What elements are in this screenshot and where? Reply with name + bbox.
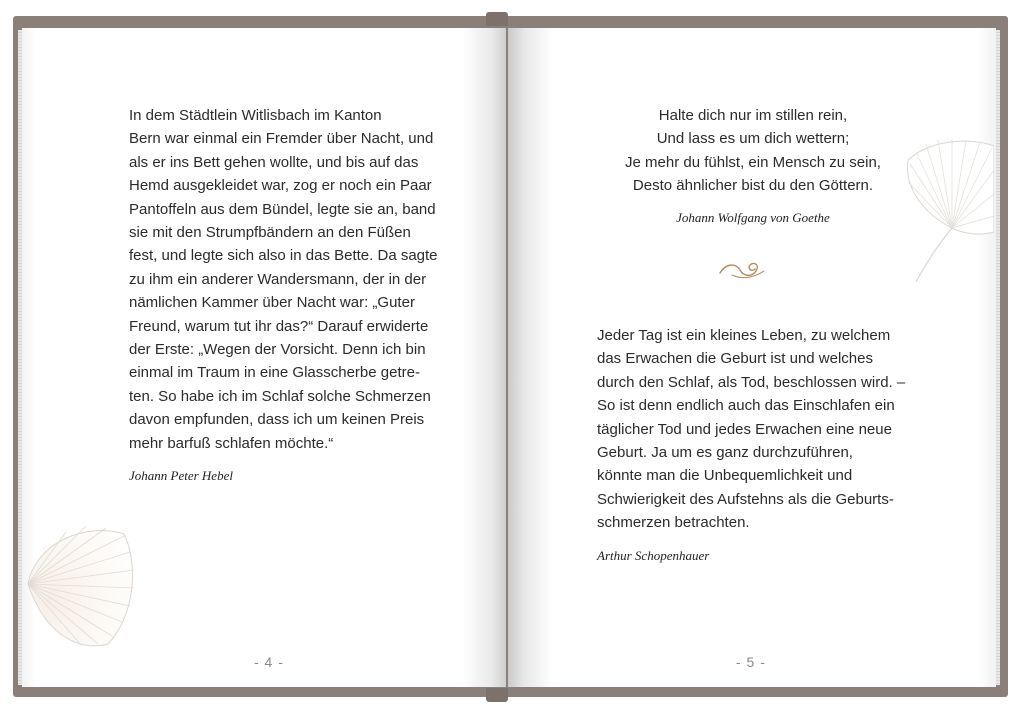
text-line: zu ihm ein anderer Wandersmann, der in der [129, 270, 427, 288]
book-spine-bottom [486, 688, 508, 702]
swirl-ornament-icon [718, 259, 768, 281]
schopenhauer-author: Arthur Schopenhauer [597, 548, 710, 563]
text-line: Freund, warum tut ihr das?“ Darauf erwiderte [129, 317, 429, 335]
schopenhauer-paragraph [597, 324, 905, 535]
right-page [508, 28, 996, 687]
text-line: ten. So habe ich im Schlaf solche Schmerzen [129, 387, 431, 405]
hebel-author: Johann Peter Hebel [129, 468, 233, 483]
page-number-left: - 4 - [254, 654, 284, 670]
text-line: Geburt. Ja um es ganz durchzuführen, [597, 444, 853, 462]
text-line: einmal im Traum in eine Glasscherbe getre- [129, 364, 420, 382]
text-line: das Erwachen die Geburt ist und welches [597, 350, 873, 368]
text-line: könnte man die Unbequemlichkeit und [597, 467, 853, 485]
text-line: Schwierigkeit des Aufstehns als die Geburts- [597, 490, 894, 508]
poem-line: Halte dich nur im stillen rein, [658, 107, 848, 124]
ginkgo-leaf-icon [26, 522, 138, 650]
text-line: als er ins Bett gehen wollte, und bis auf das [129, 153, 419, 171]
poem-line: Je mehr du fühlst, ein Mensch zu sein, [625, 153, 881, 171]
goethe-poem [588, 104, 918, 198]
text-line: schmerzen betrachten. [597, 514, 750, 532]
text-line: nämlichen Kammer über Nacht war: „Guter [129, 294, 415, 312]
page-edges-right [996, 30, 1000, 685]
text-line: der Erste: „Wegen der Vorsicht. Denn ich bin [129, 341, 426, 359]
text-line: Jeder Tag ist ein kleines Leben, zu welchem [597, 327, 891, 344]
text-line: So ist denn endlich auch das Einschlafen ein [597, 397, 895, 415]
text-line: Bern war einmal ein Fremder über Nacht, und [129, 130, 434, 148]
text-line: fest, und legte sich also in das Bette. Da sagte [129, 247, 438, 265]
text-line: Pantoffeln aus dem Bündel, legte sie an, band [129, 200, 436, 218]
book-spine-top [486, 12, 508, 26]
text-line: Hemd ausgekleidet war, zog er noch ein Paar [129, 177, 432, 195]
hebel-paragraph [129, 104, 438, 455]
poem-line: Und lass es um dich wettern; [656, 130, 850, 148]
left-page [22, 28, 506, 687]
text-line: In dem Städtlein Witlisbach im Kanton [129, 107, 382, 124]
text-line: mehr barfuß schlafen möchte.“ [129, 434, 334, 452]
goethe-author: Johann Wolfgang von Goethe [676, 210, 830, 225]
page-number-right: - 5 - [736, 654, 766, 670]
poem-line: Desto ähnlicher bist du den Göttern. [632, 177, 874, 195]
ginkgo-leaf-icon [902, 136, 994, 286]
text-line: durch den Schlaf, als Tod, beschlossen wird. – [597, 373, 906, 391]
text-line: davon empfunden, dass ich um keinen Preis [129, 411, 425, 429]
text-line: täglicher Tod und jedes Erwachen eine neue [597, 420, 892, 438]
text-line: sie mit den Strumpfbändern an den Füßen [129, 224, 411, 242]
